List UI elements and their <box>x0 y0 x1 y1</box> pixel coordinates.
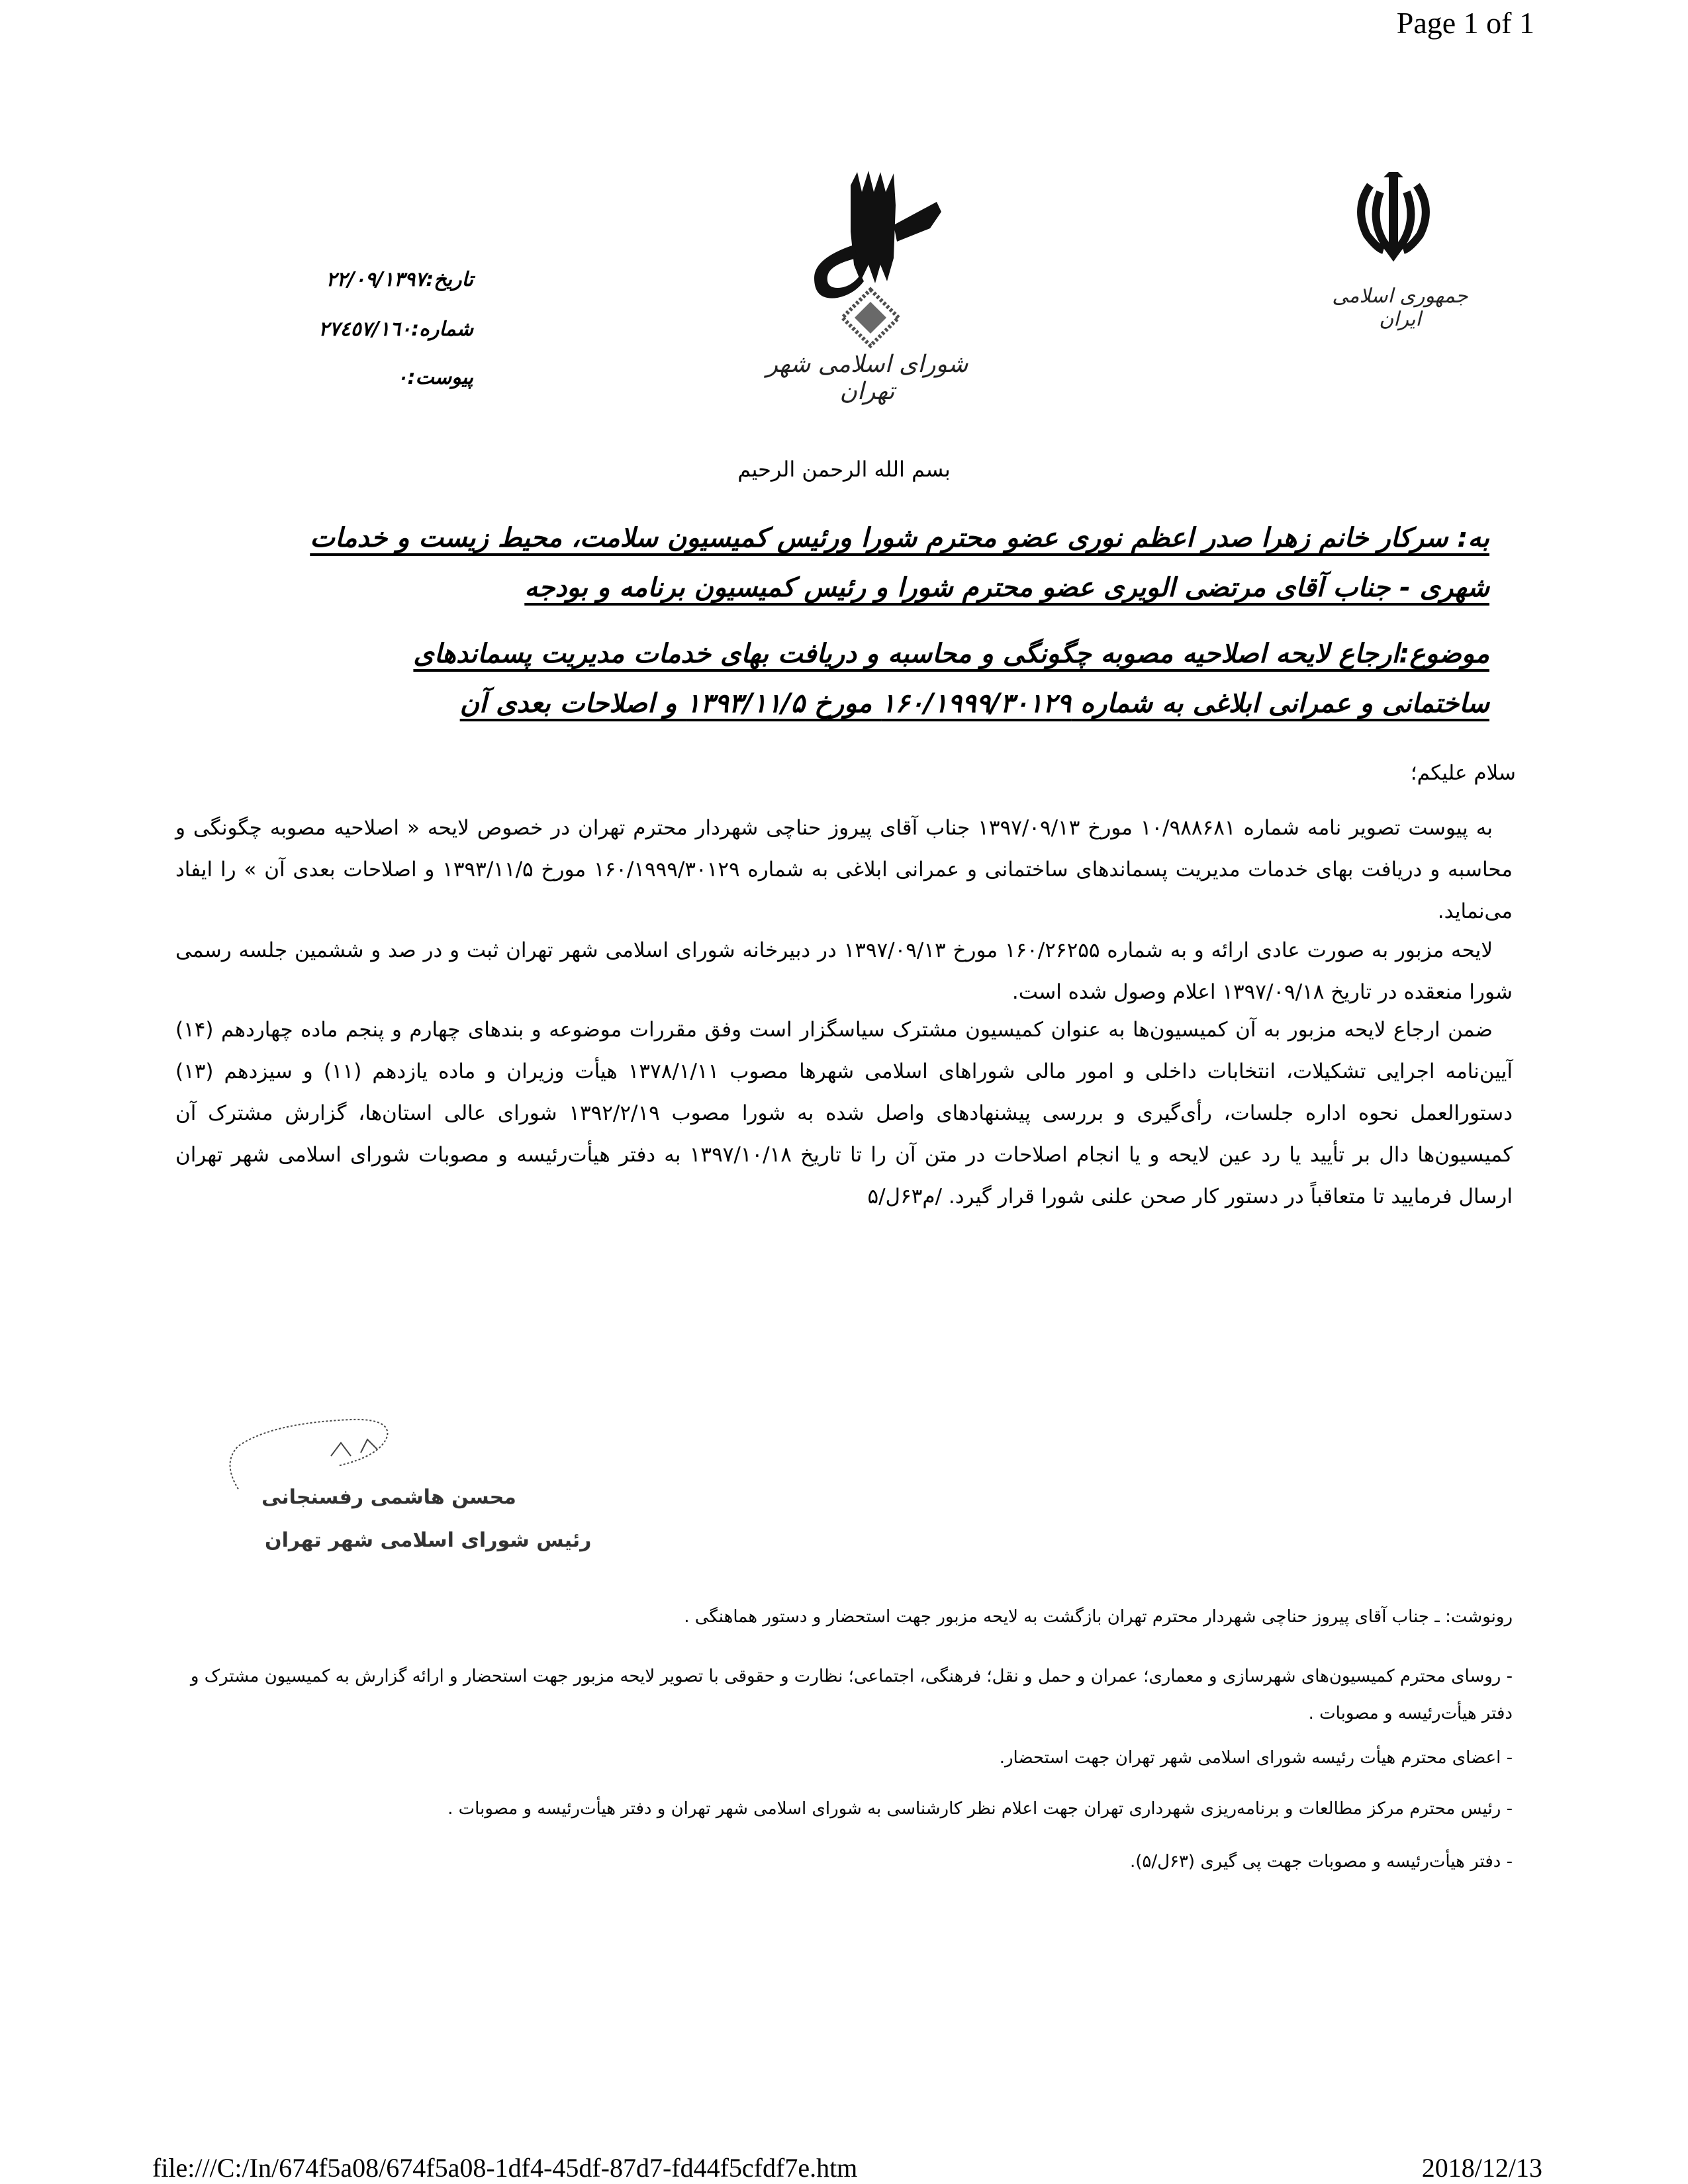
signature-icon <box>218 1416 430 1496</box>
print-footer-date: 2018/12/13 <box>1421 2153 1542 2183</box>
subject-line-1: موضوع:ارجاع لایحه اصلاحیه مصوبه چگونگی و محاسبه و دریافت بهای خدمات مدیریت پسماندهای <box>413 639 1489 669</box>
cc-item: - روسای محترم کمیسیون‌های شهرسازی و معماری؛ عمران و حمل و نقل؛ فرهنگی، اجتماعی؛ نظارت و حقوقی با تصویر لایحه مزبور جهت استحضار و ارائه گزارش به کمیسیون مشترک و دفتر هیأت‌رئیسه و مصوبات . <box>190 1666 1513 1723</box>
letter-date: تاریخ:۲۲/۰۹/۱۳۹۷ <box>326 268 473 291</box>
print-page-number: Page 1 of 1 <box>1396 6 1534 40</box>
letter-number: شماره:۲۷٤٥۷/۱٦۰ <box>318 318 473 341</box>
print-footer-url: file:///C:/In/674f5a08/674f5a08-1df4-45df-87d7-fd44f5cfdf7e.htm <box>152 2153 858 2183</box>
basmala: بسم الله الرحمن الرحیم <box>737 457 951 482</box>
signer-name: محسن هاشمی رفسنجانی <box>261 1486 516 1509</box>
cc-item: رونوشت: ـ جناب آقای پیروز حناچی شهردار محترم تهران بازگشت به لایحه مزبور جهت استحضار و دستور هماهنگی . <box>684 1607 1513 1627</box>
subject-line-2: ساختمانی و عمرانی ابلاغی به شماره ۱۶۰/۱۹۹۹/۳۰۱۲۹ مورخ ۱۳۹۳/۱۱/۵ و اصلاحات بعدی آن <box>459 688 1489 719</box>
body-paragraph: ضمن ارجاع لایحه مزبور به آن کمیسیون‌ها به عنوان کمیسیون مشترک سیاسگزار است وفق مقررات موضوعه و بندهای چهارم و پنجم ماده چهاردهم (۱۴) آیین‌نامه اجرایی تشکیلات، انتخابات داخلی و امور مالی شوراهای اسلامی شهرها مصوب ۱۳۷۸/۱/۱۱ هیأت وزیران و ماده یازدهم (۱۱) و سیزدهم (۱۳) دستورالعمل نحوه اداره جلسات، رأی‌گیری و بررسی پیشنهادهای واصل شده به شورا مصوب ۱۳۹۲/۲/۱۹ شورای عالی استان‌ها، گزارش مشترک آن کمیسیون‌ها دال بر تأیید یا رد عین لایحه و یا انجام اصلاحات در متن آن را تا تاریخ ۱۳۹۷/۱۰/۱۸ به دفتر هیأت‌رئیسه و مصوبات شورای اسلامی شهر تهران ارسال فرمایید تا متعاقباً در دستور کار صحن علنی شورا قرار گیرد. /م۶۳ل/۵ <box>175 1018 1513 1208</box>
signer-title: رئیس شورای اسلامی شهر تهران <box>265 1529 592 1552</box>
cc-item: - رئیس محترم مرکز مطالعات و برنامه‌ریزی شهرداری تهران جهت اعلام نظر کارشناسی به شورای اسلامی شهر تهران و دفتر هیأت‌رئیسه و مصوبات . <box>447 1799 1513 1819</box>
tehran-city-council-logo-icon <box>788 165 947 364</box>
letter-attachment: پیوست:۰ <box>397 366 473 389</box>
greeting: سلام علیکم؛ <box>1410 761 1516 785</box>
recipient-line-2: شهری - جناب آقای مرتضی الویری عضو محترم شورا و رئیس کمیسیون برنامه و بودجه <box>524 572 1489 603</box>
recipient-line-1: به: سرکار خانم زهرا صدر اعظم نوری عضو محترم شورا ورئیس کمیسیون سلامت، محیط زیست و خدمات <box>310 523 1489 553</box>
council-name-calligraphy: شورای اسلامی شهر تهران <box>766 351 968 405</box>
iran-emblem-icon <box>1350 172 1436 265</box>
body-paragraph: به پیوست تصویر نامه شماره ۱۰/۹۸۸۶۸۱ مورخ ۱۳۹۷/۰۹/۱۳ جناب آقای پیروز حناچی شهردار محترم تهران در خصوص لایحه « اصلاحیه مصوبه چگونگی و محاسبه و دریافت بهای خدمات مدیریت پسماندهای ساختمانی و عمرانی ابلاغی به شماره ۱۶۰/۱۹۹۹/۳۰۱۲۹ مورخ ۱۳۹۳/۱۱/۵ و اصلاحات بعدی آن » را ایفاد می‌نماید. <box>175 816 1513 923</box>
body-paragraph: لایحه مزبور به صورت عادی ارائه و به شماره ۱۶۰/۲۶۲۵۵ مورخ ۱۳۹۷/۰۹/۱۳ در دبیرخانه شورای اسلامی شهر تهران ثبت و در صد و ششمین جلسه رسمی شورا منعقده در تاریخ ۱۳۹۷/۰۹/۱۸ اعلام وصول شده است. <box>175 938 1513 1004</box>
republic-name-calligraphy: جمهوری اسلامی ایران <box>1332 285 1468 331</box>
cc-item: - دفتر هیأت‌رئیسه و مصوبات جهت پی گیری (۶۳ل/۵). <box>1129 1852 1513 1872</box>
cc-item: - اعضای محترم هیأت رئیسه شورای اسلامی شهر تهران جهت استحضار. <box>999 1748 1513 1768</box>
